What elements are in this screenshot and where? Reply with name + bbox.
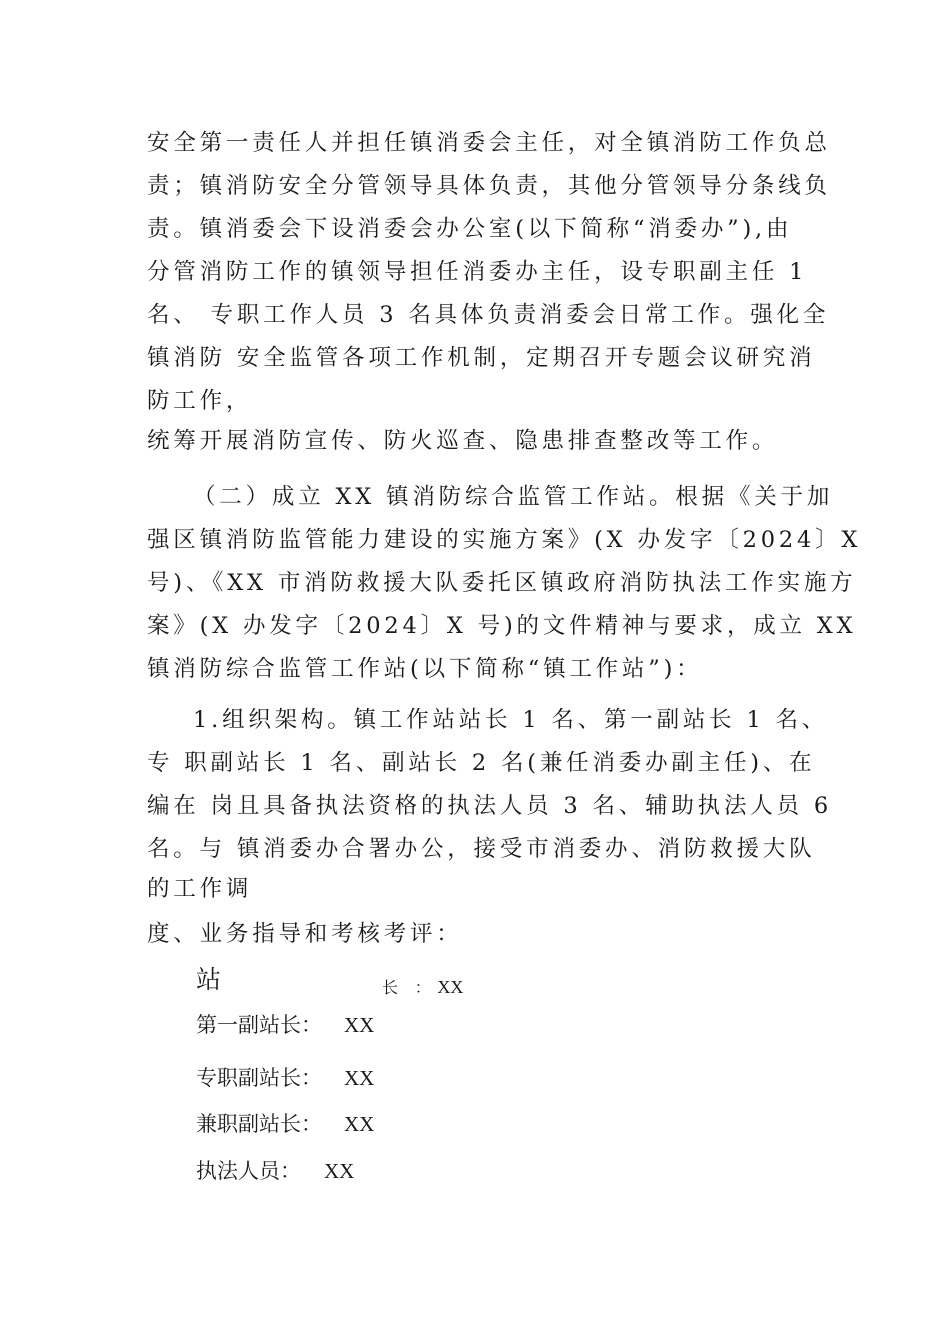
roster-label: 执法人员： — [196, 1159, 301, 1183]
paragraph-line: 分管消防工作的镇领导担任消委办主任，设专职副主任 1 — [147, 259, 808, 285]
paragraph-line: 名、 专职工作人员 3 名具体负责消委会日常工作。强化全 — [147, 302, 830, 328]
roster-label: 站 — [196, 965, 222, 994]
roster-enforcement — [196, 1157, 354, 1185]
roster-parttime-deputy — [196, 1110, 374, 1138]
paragraph-line: 镇消防综合监管工作站(以下简称“镇工作站”)： — [147, 656, 703, 682]
paragraph-line: 1.组织架构。镇工作站站长 1 名、第一副站长 1 名、 — [193, 707, 829, 733]
roster-value: XX — [324, 1159, 355, 1183]
roster-station-chief — [196, 966, 221, 995]
paragraph-line: 防工作， — [147, 388, 253, 414]
paragraph-line: 编在 岗且具备执法资格的执法人员 3 名、辅助执法人员 6 — [147, 793, 832, 819]
roster-first-deputy — [196, 1011, 374, 1039]
roster-value: XX — [344, 1112, 375, 1136]
paragraph-line: 统筹开展消防宣传、防火巡查、隐患排查整改等工作。 — [147, 428, 779, 454]
roster-label: 兼职副站长： — [196, 1112, 322, 1136]
paragraph-line: 专 职副站长 1 名、副站长 2 名(兼任消委办副主任)、在 — [147, 750, 816, 776]
paragraph-line: 强区镇消防监管能力建设的实施方案》(X 办发字〔2024〕X — [147, 527, 862, 553]
roster-label: 专职副站长： — [196, 1066, 322, 1090]
roster-label: 长 — [382, 978, 399, 997]
paragraph-line: 责；镇消防安全分管领导具体负责，其他分管领导分条线负 — [147, 173, 831, 199]
paragraph-line: 责。镇消委会下设消委会办公室(以下简称“消委办”),由 — [147, 216, 793, 242]
roster-separator: ： — [414, 978, 431, 997]
roster-station-chief-rest — [382, 972, 463, 1002]
paragraph-line: 安全第一责任人并担任镇消委会主任，对全镇消防工作负总 — [147, 130, 831, 156]
paragraph-line: 名。与 镇消委办合署办公，接受市消委办、消防救援大队 — [147, 836, 816, 862]
roster-fulltime-deputy — [196, 1064, 374, 1092]
roster-value: XX — [344, 1013, 375, 1037]
paragraph-line: 度、业务指导和考核考评： — [147, 921, 463, 947]
roster-value: XX — [344, 1066, 375, 1090]
paragraph-line: 案》(X 办发字〔2024〕X 号)的文件精神与要求，成立 XX — [147, 613, 857, 639]
roster-label: 第一副站长： — [196, 1013, 322, 1037]
paragraph-line: 号)、《XX 市消防救援大队委托区镇政府消防执法工作实施方 — [147, 570, 857, 596]
paragraph-line: （二）成立 XX 镇消防综合监管工作站。根据《关于加 — [193, 484, 834, 510]
roster-value: XX — [437, 977, 464, 997]
paragraph-line: 的工作调 — [147, 876, 253, 902]
paragraph-line: 镇消防 安全监管各项工作机制，定期召开专题会议研究消 — [147, 345, 816, 371]
